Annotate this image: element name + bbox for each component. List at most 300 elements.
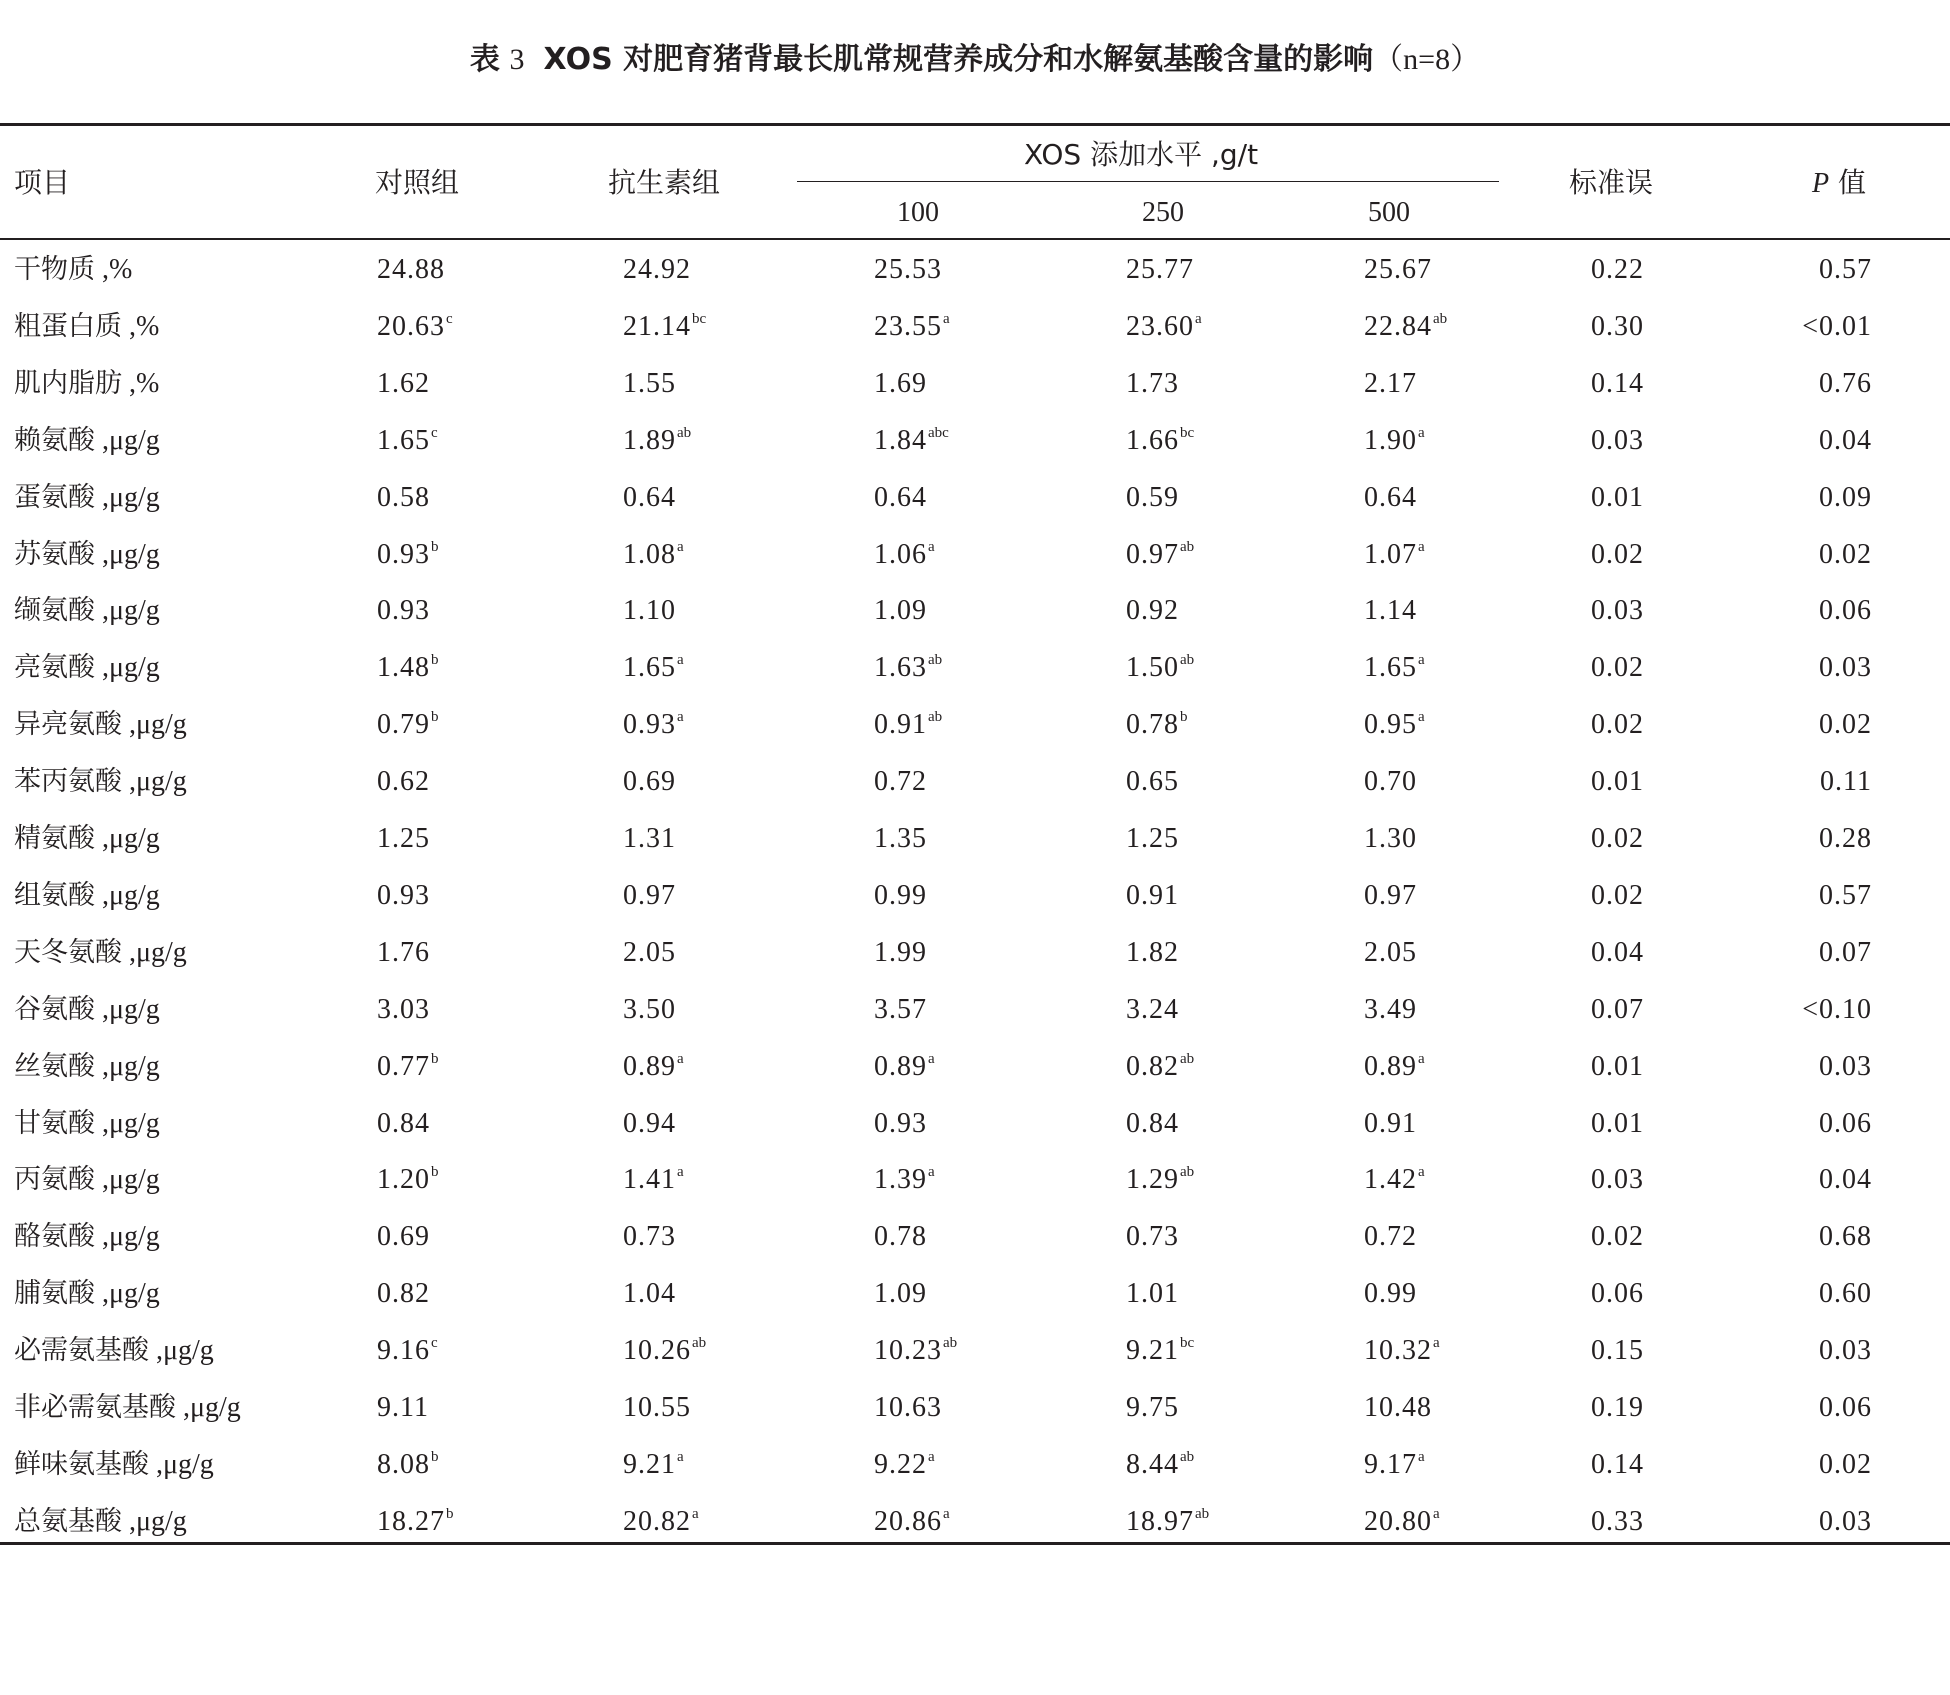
significance-letter: a	[928, 1164, 935, 1180]
row-item-name	[14, 1219, 160, 1255]
row-item-name	[14, 821, 160, 857]
cell-sem: 0.02	[1591, 652, 1644, 683]
cell-sem: 0.19	[1591, 1392, 1644, 1423]
row-item-unit: ,μg/g	[95, 1221, 160, 1252]
cell-antibiotic	[623, 821, 676, 857]
significance-letter: b	[431, 709, 439, 725]
cell-value: 18.97	[1126, 1506, 1194, 1537]
row-item-name	[14, 423, 160, 459]
cell-value: 0.84	[1126, 1108, 1179, 1139]
cell-value: 18.27	[377, 1506, 445, 1537]
header-xos-100: 100	[897, 197, 939, 228]
row-item-name	[14, 309, 159, 345]
cell-p-value: 0.06	[1819, 595, 1872, 626]
row-item-label: 异亮氨酸	[14, 709, 122, 740]
cell-value: 3.03	[377, 994, 430, 1025]
header-p-value	[1812, 165, 1866, 202]
caption-title: XOS 对肥育猪背最长肌常规营养成分和水解氨基酸含量的影响	[543, 42, 1374, 77]
cell-antibiotic	[623, 992, 676, 1028]
cell-p-value: 0.57	[1819, 880, 1872, 911]
cell-control	[377, 992, 430, 1028]
cell-value: 1.08	[623, 539, 676, 570]
cell-control	[377, 878, 430, 914]
cell-antibiotic	[623, 593, 676, 629]
cell-value: 0.72	[1364, 1221, 1417, 1252]
cell-value: 8.08	[377, 1449, 430, 1480]
cell-xos-250	[1126, 537, 1194, 577]
row-item-name	[14, 366, 159, 402]
cell-value: 0.89	[874, 1051, 927, 1082]
significance-letter: b	[431, 1051, 439, 1067]
cell-p-value: 0.76	[1819, 368, 1872, 399]
cell-antibiotic	[623, 1504, 699, 1544]
row-item-label: 脯氨酸	[14, 1278, 95, 1309]
significance-letter: c	[431, 425, 438, 441]
row-item-name	[14, 480, 160, 516]
cell-p-value: <0.01	[1802, 311, 1872, 342]
cell-p-value: 0.68	[1819, 1221, 1872, 1252]
cell-value: 0.77	[377, 1051, 430, 1082]
cell-xos-500	[1364, 707, 1425, 747]
significance-letter: b	[431, 539, 439, 555]
cell-value: 1.41	[623, 1164, 676, 1195]
significance-letter: b	[1180, 709, 1188, 725]
cell-value: 1.90	[1364, 425, 1417, 456]
cell-value: 20.86	[874, 1506, 942, 1537]
row-item-label: 丝氨酸	[14, 1051, 95, 1082]
cell-value: 0.93	[377, 539, 430, 570]
cell-value: 21.14	[623, 311, 691, 342]
row-item-name	[14, 1504, 187, 1540]
cell-antibiotic	[623, 1219, 676, 1255]
cell-value: 0.73	[623, 1221, 676, 1252]
significance-letter: ab	[1180, 652, 1195, 668]
significance-letter: ab	[1195, 1506, 1210, 1522]
cell-xos-100	[874, 1219, 927, 1255]
significance-letter: a	[1433, 1506, 1440, 1522]
cell-value: 0.97	[1126, 539, 1179, 570]
significance-letter: bc	[1180, 1335, 1195, 1351]
cell-xos-250	[1126, 1106, 1179, 1142]
cell-sem: 0.03	[1591, 425, 1644, 456]
cell-value: 0.99	[874, 880, 927, 911]
cell-value: 0.93	[377, 595, 430, 626]
cell-value: 25.67	[1364, 254, 1432, 285]
cell-xos-500	[1364, 878, 1417, 914]
cell-antibiotic	[623, 1106, 676, 1142]
significance-letter: a	[1418, 1449, 1425, 1465]
row-item-unit: ,μg/g	[95, 595, 160, 626]
cell-xos-500	[1364, 935, 1417, 971]
cell-value: 1.01	[1126, 1278, 1179, 1309]
row-item-name	[14, 593, 160, 629]
row-item-unit: ,%	[122, 311, 160, 342]
cell-value: 1.10	[623, 595, 676, 626]
cell-sem: 0.01	[1591, 1108, 1644, 1139]
cell-sem: 0.02	[1591, 880, 1644, 911]
cell-xos-250	[1126, 480, 1179, 516]
cell-value: 1.50	[1126, 652, 1179, 683]
significance-letter: a	[677, 1449, 684, 1465]
cell-control	[377, 1504, 454, 1544]
cell-value: 8.44	[1126, 1449, 1179, 1480]
cell-value: 1.31	[623, 823, 676, 854]
cell-value: 25.53	[874, 254, 942, 285]
cell-antibiotic	[623, 707, 684, 747]
significance-letter: a	[1418, 709, 1425, 725]
cell-value: 0.91	[874, 709, 927, 740]
cell-value: 9.22	[874, 1449, 927, 1480]
row-item-label: 赖氨酸	[14, 425, 95, 456]
significance-letter: ab	[692, 1335, 707, 1351]
row-item-unit: ,μg/g	[95, 482, 160, 513]
caption-sample-size: （n=8）	[1373, 43, 1481, 76]
row-item-name	[14, 1276, 160, 1312]
cell-sem: 0.01	[1591, 482, 1644, 513]
row-item-name	[14, 650, 160, 686]
significance-letter: ab	[928, 652, 943, 668]
cell-xos-100	[874, 423, 949, 463]
cell-value: 25.77	[1126, 254, 1194, 285]
cell-sem: 0.14	[1591, 368, 1644, 399]
cell-value: 0.78	[874, 1221, 927, 1252]
cell-xos-250	[1126, 1162, 1194, 1202]
cell-xos-100	[874, 821, 927, 857]
cell-xos-250	[1126, 423, 1194, 463]
cell-value: 1.69	[874, 368, 927, 399]
significance-letter: ab	[1180, 539, 1195, 555]
cell-xos-250	[1126, 1333, 1194, 1373]
cell-value: 1.25	[1126, 823, 1179, 854]
cell-value: 1.99	[874, 937, 927, 968]
cell-xos-500	[1364, 1390, 1432, 1426]
cell-xos-100	[874, 1333, 957, 1373]
row-item-unit: ,μg/g	[122, 1506, 187, 1537]
cell-xos-100	[874, 480, 927, 516]
cell-p-value: 0.03	[1819, 652, 1872, 683]
cell-value: 10.32	[1364, 1335, 1432, 1366]
row-item-label: 苏氨酸	[14, 539, 95, 570]
cell-value: 2.05	[623, 937, 676, 968]
row-item-label: 酪氨酸	[14, 1221, 95, 1252]
cell-xos-100	[874, 1162, 935, 1202]
cell-p-value: 0.03	[1819, 1335, 1872, 1366]
cell-xos-100	[874, 764, 927, 800]
cell-value: 1.20	[377, 1164, 430, 1195]
cell-xos-100	[874, 1276, 927, 1312]
significance-letter: bc	[1180, 425, 1195, 441]
significance-letter: a	[692, 1506, 699, 1522]
cell-value: 0.79	[377, 709, 430, 740]
cell-xos-250	[1126, 309, 1202, 349]
cell-value: 0.62	[377, 766, 430, 797]
cell-control	[377, 821, 430, 857]
cell-value: 1.84	[874, 425, 927, 456]
row-item-name	[14, 764, 187, 800]
cell-value: 0.78	[1126, 709, 1179, 740]
cell-value: 0.82	[1126, 1051, 1179, 1082]
cell-value: 1.55	[623, 368, 676, 399]
row-item-label: 丙氨酸	[14, 1164, 95, 1195]
cell-antibiotic	[623, 1162, 684, 1202]
cell-xos-250	[1126, 935, 1179, 971]
cell-xos-500	[1364, 1333, 1440, 1373]
cell-control	[377, 252, 445, 288]
cell-xos-250	[1126, 878, 1179, 914]
cell-antibiotic	[623, 309, 706, 349]
cell-value: 0.64	[623, 482, 676, 513]
row-item-label: 粗蛋白质	[14, 311, 122, 342]
cell-xos-100	[874, 252, 942, 288]
cell-xos-500	[1364, 537, 1425, 577]
cell-sem: 0.03	[1591, 595, 1644, 626]
row-item-label: 亮氨酸	[14, 652, 95, 683]
significance-letter: ab	[1180, 1051, 1195, 1067]
cell-value: 0.94	[623, 1108, 676, 1139]
row-item-name	[14, 1162, 160, 1198]
cell-value: 3.50	[623, 994, 676, 1025]
cell-value: 0.89	[623, 1051, 676, 1082]
cell-p-value: 0.03	[1819, 1506, 1872, 1537]
cell-xos-250	[1126, 366, 1179, 402]
row-item-unit: ,μg/g	[95, 994, 160, 1025]
cell-xos-500	[1364, 1106, 1417, 1142]
cell-xos-500	[1364, 1162, 1425, 1202]
cell-antibiotic	[623, 1390, 691, 1426]
significance-letter: ab	[928, 709, 943, 725]
row-item-name	[14, 1333, 214, 1369]
caption-label: 表	[469, 42, 500, 77]
cell-xos-500	[1364, 1276, 1417, 1312]
cell-value: 0.95	[1364, 709, 1417, 740]
cell-xos-500	[1364, 1504, 1440, 1544]
cell-value: 0.84	[377, 1108, 430, 1139]
cell-value: 1.07	[1364, 539, 1417, 570]
row-item-label: 干物质	[14, 254, 95, 285]
row-item-unit: ,μg/g	[95, 823, 160, 854]
cell-value: 1.65	[623, 652, 676, 683]
significance-letter: b	[431, 1449, 439, 1465]
header-xos-500: 500	[1368, 197, 1410, 228]
cell-value: 0.91	[1126, 880, 1179, 911]
cell-p-value: 0.03	[1819, 1051, 1872, 1082]
row-item-unit: ,μg/g	[149, 1449, 214, 1480]
significance-letter: a	[677, 539, 684, 555]
cell-value: 0.97	[1364, 880, 1417, 911]
cell-value: 0.72	[874, 766, 927, 797]
cell-value: 9.16	[377, 1335, 430, 1366]
cell-xos-250	[1126, 764, 1179, 800]
cell-control	[377, 1162, 439, 1202]
table-top-rule	[0, 123, 1950, 126]
cell-sem: 0.01	[1591, 1051, 1644, 1082]
cell-xos-500	[1364, 309, 1447, 349]
significance-letter: a	[928, 539, 935, 555]
cell-value: 1.06	[874, 539, 927, 570]
cell-sem: 0.06	[1591, 1278, 1644, 1309]
row-item-name	[14, 992, 160, 1028]
cell-control	[377, 1106, 430, 1142]
header-p-letter: P	[1812, 168, 1830, 199]
cell-control	[377, 707, 439, 747]
cell-value: 0.91	[1364, 1108, 1417, 1139]
cell-control	[377, 593, 430, 629]
cell-control	[377, 537, 439, 577]
cell-value: 0.73	[1126, 1221, 1179, 1252]
cell-antibiotic	[623, 1049, 684, 1089]
significance-letter: a	[1418, 539, 1425, 555]
cell-sem: 0.15	[1591, 1335, 1644, 1366]
cell-value: 0.58	[377, 482, 430, 513]
significance-letter: ab	[1180, 1164, 1195, 1180]
cell-p-value: 0.07	[1819, 937, 1872, 968]
row-item-label: 组氨酸	[14, 880, 95, 911]
cell-antibiotic	[623, 878, 676, 914]
cell-xos-250	[1126, 1276, 1179, 1312]
cell-antibiotic	[623, 537, 684, 577]
cell-value: 1.04	[623, 1278, 676, 1309]
cell-xos-250	[1126, 650, 1194, 690]
cell-xos-500	[1364, 764, 1417, 800]
significance-letter: a	[943, 311, 950, 327]
cell-value: 3.57	[874, 994, 927, 1025]
cell-p-value: <0.10	[1802, 994, 1872, 1025]
cell-value: 0.59	[1126, 482, 1179, 513]
significance-letter: ab	[1433, 311, 1448, 327]
significance-letter: bc	[692, 311, 707, 327]
cell-sem: 0.14	[1591, 1449, 1644, 1480]
cell-xos-100	[874, 650, 942, 690]
row-item-unit: ,%	[122, 368, 160, 399]
cell-control	[377, 1390, 429, 1426]
cell-antibiotic	[623, 764, 676, 800]
cell-value: 1.48	[377, 652, 430, 683]
cell-control	[377, 366, 430, 402]
cell-control	[377, 935, 430, 971]
cell-xos-100	[874, 593, 927, 629]
cell-xos-500	[1364, 366, 1417, 402]
row-item-label: 天冬氨酸	[14, 937, 122, 968]
cell-p-value: 0.04	[1819, 1164, 1872, 1195]
row-item-unit: ,μg/g	[122, 766, 187, 797]
cell-value: 1.39	[874, 1164, 927, 1195]
caption-number: 3	[509, 43, 525, 76]
cell-xos-100	[874, 309, 950, 349]
cell-value: 9.21	[1126, 1335, 1179, 1366]
row-item-label: 缬氨酸	[14, 595, 95, 626]
significance-letter: ab	[943, 1335, 958, 1351]
cell-value: 0.93	[874, 1108, 927, 1139]
row-item-name	[14, 1390, 241, 1426]
cell-value: 1.25	[377, 823, 430, 854]
cell-value: 0.89	[1364, 1051, 1417, 1082]
cell-value: 1.73	[1126, 368, 1179, 399]
cell-control	[377, 1333, 438, 1373]
row-item-unit: ,μg/g	[149, 1335, 214, 1366]
cell-value: 1.35	[874, 823, 927, 854]
cell-antibiotic	[623, 935, 676, 971]
cell-p-value: 0.02	[1819, 709, 1872, 740]
cell-p-value: 0.57	[1819, 254, 1872, 285]
row-item-name	[14, 1049, 160, 1085]
cell-xos-500	[1364, 480, 1417, 516]
cell-antibiotic	[623, 252, 691, 288]
cell-xos-100	[874, 1049, 935, 1089]
cell-xos-100	[874, 707, 942, 747]
cell-value: 22.84	[1364, 311, 1432, 342]
cell-xos-500	[1364, 423, 1425, 463]
cell-xos-100	[874, 366, 927, 402]
significance-letter: a	[1195, 311, 1202, 327]
cell-value: 1.30	[1364, 823, 1417, 854]
cell-value: 9.17	[1364, 1449, 1417, 1480]
cell-value: 9.11	[377, 1392, 429, 1423]
cell-value: 0.70	[1364, 766, 1417, 797]
cell-value: 9.75	[1126, 1392, 1179, 1423]
row-item-label: 蛋氨酸	[14, 482, 95, 513]
row-item-unit: ,μg/g	[95, 425, 160, 456]
cell-value: 1.65	[377, 425, 430, 456]
cell-sem: 0.30	[1591, 311, 1644, 342]
cell-value: 1.89	[623, 425, 676, 456]
significance-letter: ab	[1180, 1449, 1195, 1465]
cell-p-value: 0.04	[1819, 425, 1872, 456]
cell-antibiotic	[623, 1276, 676, 1312]
cell-value: 0.82	[377, 1278, 430, 1309]
row-item-unit: ,%	[95, 254, 133, 285]
significance-letter: b	[446, 1506, 454, 1522]
cell-xos-250	[1126, 1447, 1194, 1487]
cell-sem: 0.02	[1591, 823, 1644, 854]
row-item-label: 非必需氨基酸	[14, 1392, 176, 1423]
cell-value: 2.05	[1364, 937, 1417, 968]
cell-value: 3.24	[1126, 994, 1179, 1025]
cell-control	[377, 1276, 430, 1312]
cell-value: 0.93	[623, 709, 676, 740]
cell-p-value: 0.02	[1819, 539, 1872, 570]
cell-xos-500	[1364, 992, 1417, 1028]
cell-value: 24.92	[623, 254, 691, 285]
cell-value: 23.60	[1126, 311, 1194, 342]
row-item-label: 总氨基酸	[14, 1506, 122, 1537]
significance-letter: c	[431, 1335, 438, 1351]
cell-value: 1.76	[377, 937, 430, 968]
cell-value: 2.17	[1364, 368, 1417, 399]
cell-xos-100	[874, 1504, 950, 1544]
header-sem: 标准误	[1569, 166, 1654, 199]
cell-value: 20.82	[623, 1506, 691, 1537]
cell-xos-100	[874, 878, 927, 914]
cell-value: 9.21	[623, 1449, 676, 1480]
significance-letter: a	[928, 1051, 935, 1067]
row-item-unit: ,μg/g	[176, 1392, 241, 1423]
cell-value: 1.66	[1126, 425, 1179, 456]
cell-xos-100	[874, 537, 935, 577]
table-caption	[0, 40, 1950, 80]
cell-value: 20.80	[1364, 1506, 1432, 1537]
cell-control	[377, 1447, 439, 1487]
cell-control	[377, 1219, 430, 1255]
row-item-label: 必需氨基酸	[14, 1335, 149, 1366]
cell-xos-100	[874, 1106, 927, 1142]
cell-value: 3.49	[1364, 994, 1417, 1025]
cell-value: 0.92	[1126, 595, 1179, 626]
row-item-label: 甘氨酸	[14, 1108, 95, 1139]
cell-value: 10.55	[623, 1392, 691, 1423]
cell-xos-250	[1126, 252, 1194, 288]
row-item-name	[14, 537, 160, 573]
xos-group-underline	[797, 181, 1499, 182]
